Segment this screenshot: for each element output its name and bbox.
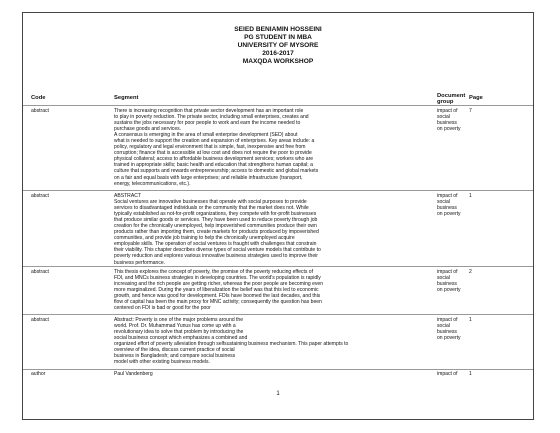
- cell-document-group: [437, 317, 461, 341]
- cell-page: 1: [469, 371, 472, 377]
- segment-line: physical collateral; access to affordable business development services; workers who are: [114, 156, 314, 163]
- document-group-line: on poverty: [437, 126, 461, 133]
- column-header-document-group-line: Document: [437, 93, 466, 99]
- document-group-line: social: [437, 114, 450, 121]
- segment-line: their viability. This chapter describes diverse types of social venture models that contribute to: [114, 247, 321, 254]
- document-group-line: on poverty: [437, 211, 461, 218]
- segment-line: services to disadvantaged individuals or the community that the market does not. While: [114, 205, 309, 212]
- header-line-year: 2016-2017: [262, 50, 294, 57]
- segment-line: to play in poverty reduction. The private sector, including small enterprises, creates and: [114, 114, 309, 121]
- cell-document-group: [437, 193, 461, 217]
- segment-line: creation for the chronically unemployed, help impoverished communities produce their own: [114, 223, 317, 230]
- document-group-line: business: [437, 205, 457, 212]
- document-group-line: impact of: [437, 108, 458, 114]
- segment-line: A consensus is emerging in the area of small enterprise development (SED) about: [114, 132, 298, 139]
- cell-page: 1: [469, 193, 472, 199]
- cell-code: abstract: [31, 193, 49, 199]
- cell-page: 7: [469, 108, 472, 114]
- column-header-document-group: [437, 93, 465, 106]
- page-number: 1: [276, 391, 280, 397]
- cell-code: abstract: [31, 269, 49, 275]
- header-line-university: UNIVERSITY OF MYSORE: [237, 42, 319, 49]
- document-group-line: business: [437, 329, 457, 336]
- segment-line: Abstract: Poverty is one of the major problems around the: [114, 317, 244, 323]
- segment-line: trained in appropriate skills; basic health and education that strengthens human capital; a: [114, 162, 313, 169]
- segment-line: corruption; finance that is accessible at low cost and does not require the poor to provide: [114, 150, 312, 157]
- segment-line: typically established as not-for-profit organizations, they compete with for-profit businesses: [114, 211, 317, 218]
- column-header-page: Page: [469, 95, 483, 101]
- segment-line: business performance.: [114, 259, 166, 266]
- document-group-line: on poverty: [437, 335, 461, 342]
- header-line-workshop: MAXQDA WORKSHOP: [242, 58, 314, 65]
- segment-line: poverty reduction and explores various innovative business strategies used to improve their: [114, 253, 318, 260]
- cell-code: abstract: [31, 108, 49, 114]
- cell-page: 1: [469, 317, 472, 323]
- table-row-divider: [23, 105, 533, 106]
- segment-line: FDI, and MNCs business strategies in developing countries. The world's population is rapidly: [114, 275, 321, 282]
- segment-line: products rather than importing them, create markets for products produced by impoverished: [114, 229, 319, 236]
- cell-document-group: [437, 108, 461, 132]
- document-group-line: impact of: [437, 371, 458, 377]
- document-group-line: impact of: [437, 269, 458, 275]
- segment-line: energy, telecommunications, etc.).: [114, 180, 191, 187]
- segment-line: sustains the jobs necessary for poor people to work and earn the income needed to: [114, 120, 301, 127]
- document-group-line: impact of: [437, 193, 458, 199]
- segment-line: purchase goods and services.: [114, 126, 182, 133]
- segment-line: This thesis explores the concept of poverty, the promise of the poverty reducing effects of: [114, 269, 313, 275]
- cell-segment: [114, 317, 348, 365]
- segment-line: policy, regulatory and legal environment that is simple, fast, inexpensive and free from: [114, 144, 306, 151]
- cell-document-group: [437, 371, 457, 377]
- document-group-line: impact of: [437, 317, 458, 323]
- column-header-code: Code: [31, 95, 46, 101]
- cell-segment: [114, 269, 323, 311]
- cell-segment: [114, 108, 318, 187]
- cell-segment: [114, 193, 321, 266]
- column-header-segment: Segment: [114, 95, 139, 101]
- segment-line: on a fair and equal basis with large enterprises; and reliable infrastructure (transport,: [114, 174, 303, 181]
- segment-line: culture that supports and rewards entrepreneurship; access to domestic and global markets: [114, 168, 319, 175]
- segment-line: world. Prof. Dr. Muhammad Yunus has come up with a: [114, 323, 236, 330]
- cell-page: 2: [469, 269, 472, 275]
- segment-line: Paul Vandenberg: [114, 371, 153, 377]
- cell-code: abstract: [31, 317, 49, 323]
- document-group-line: social: [437, 275, 450, 282]
- segment-line: employable skills. The operation of social ventures is fraught with challenges that constrain: [114, 241, 317, 248]
- document-group-line: business: [437, 120, 457, 127]
- cell-segment: [114, 371, 153, 377]
- document-group-line: on poverty: [437, 287, 461, 294]
- document-header: [23, 26, 533, 66]
- table-row-divider: [23, 369, 533, 370]
- segment-line: that produce similar goods or services. They have been used to reduce poverty through job: [114, 217, 318, 224]
- segment-line: communities, and provide job training to help the chronically unemployed acquire: [114, 235, 295, 242]
- document-group-line: social: [437, 199, 450, 206]
- document-page: [22, 12, 534, 420]
- header-line-author: SEIED BENIAMIN HOSSEINI: [234, 26, 322, 33]
- segment-line: social business concept which emphasizes a combined and: [114, 335, 248, 342]
- table-row-divider: [23, 190, 533, 191]
- document-group-line: business: [437, 281, 457, 288]
- segment-line: There is increasing recognition that private sector development has an important role: [114, 108, 304, 114]
- segment-line: more marginalized. During the years of liberalization the belief was that this led to economic: [114, 287, 319, 294]
- segment-line: Social ventures are innovative businesses that operate with social purposes to provide: [114, 199, 307, 206]
- segment-line: revolutionary idea to solve that problem by introducing the: [114, 329, 244, 336]
- segment-line: organized effort of poverty alleviation through selfsustaining business mechanism. This paper attempts to: [114, 341, 349, 348]
- segment-line: ABSTRACT: [114, 193, 141, 199]
- header-line-program: PG STUDENT IN MBA: [244, 34, 312, 41]
- table-row-divider: [23, 266, 533, 267]
- segment-line: centered on FDI is bad or good for the poor: [114, 305, 211, 312]
- segment-line: flow of capital has been the main proxy for MNC activity; consequently the question has been: [114, 299, 322, 306]
- document-group-line: social: [437, 323, 450, 330]
- table-row-divider: [23, 314, 533, 315]
- segment-line: what is needed to support the creation and expansion of enterprises. Key areas include: a: [114, 138, 315, 145]
- segment-line: model with other existing business models.: [114, 359, 210, 366]
- segment-line: increasing and the rich people are getting richer, whereas the poor people are becoming even: [114, 281, 324, 288]
- segment-line: overview of the idea, discuss current practice of social: [114, 347, 235, 354]
- column-header-document-group-line: group: [437, 99, 454, 106]
- segment-line: growth, and hence was good for development. FDIs have boomed the last decades, and this: [114, 293, 321, 300]
- segment-line: business in Bangladesh; and compare social business: [114, 353, 236, 360]
- cell-document-group: [437, 269, 461, 293]
- cell-code: author: [31, 371, 46, 377]
